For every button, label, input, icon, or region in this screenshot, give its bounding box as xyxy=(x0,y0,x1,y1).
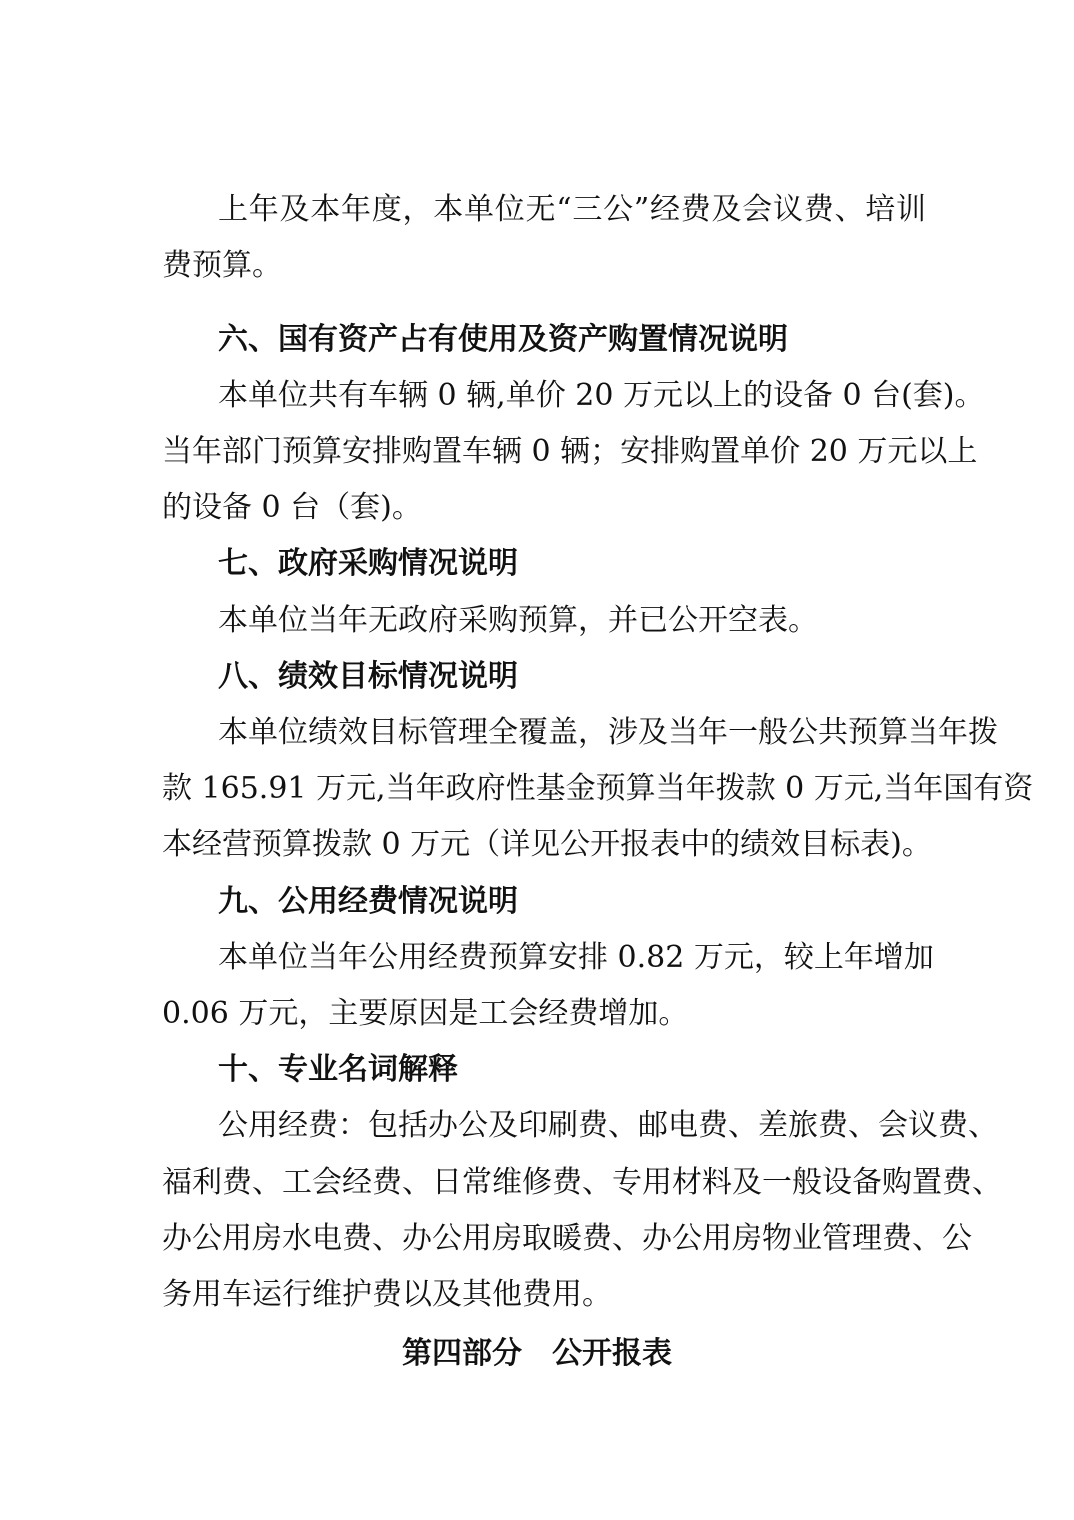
para-assets-line-3: 的设备 0 台（套)。 xyxy=(162,490,422,525)
para-procurement-line-1: 本单位当年无政府采购预算，并已公开空表。 xyxy=(218,603,818,638)
para-glossary-line-2: 福利费、工会经费、日常维修费、专用材料及一般设备购置费、 xyxy=(162,1165,1002,1200)
part-title: 第四部分 公开报表 xyxy=(402,1336,672,1371)
para-performance-line-1: 本单位绩效目标管理全覆盖，涉及当年一般公共预算当年拨 xyxy=(218,715,998,750)
para-public-funds-line-1: 本单位当年公用经费预算安排 0.82 万元，较上年增加 xyxy=(218,940,934,975)
para-assets-line-2: 当年部门预算安排购置车辆 0 辆；安排购置单价 20 万元以上 xyxy=(162,434,978,469)
para-glossary-line-3: 办公用房水电费、办公用房取暖费、办公用房物业管理费、公 xyxy=(162,1221,972,1256)
para-public-funds-line-2: 0.06 万元，主要原因是工会经费增加。 xyxy=(162,996,689,1031)
para-performance-line-3: 本经营预算拨款 0 万元（详见公开报表中的绩效目标表)。 xyxy=(162,827,932,862)
para-sangong-line-1: 上年及本年度，本单位无“三公”经费及会议费、培训 xyxy=(218,192,926,227)
section-heading-7: 七、政府采购情况说明 xyxy=(218,546,518,581)
section-heading-9: 九、公用经费情况说明 xyxy=(218,884,518,919)
section-heading-8: 八、绩效目标情况说明 xyxy=(218,659,518,694)
para-glossary-line-1: 公用经费：包括办公及印刷费、邮电费、差旅费、会议费、 xyxy=(218,1108,998,1143)
para-assets-line-1: 本单位共有车辆 0 辆,单价 20 万元以上的设备 0 台(套)。 xyxy=(218,378,985,413)
section-heading-6: 六、国有资产占有使用及资产购置情况说明 xyxy=(218,322,788,357)
para-performance-line-2: 款 165.91 万元,当年政府性基金预算当年拨款 0 万元,当年国有资 xyxy=(162,771,1034,806)
para-sangong-line-2: 费预算。 xyxy=(162,248,282,283)
para-glossary-line-4: 务用车运行维护费以及其他费用。 xyxy=(162,1277,612,1312)
section-heading-10: 十、专业名词解释 xyxy=(218,1052,458,1087)
